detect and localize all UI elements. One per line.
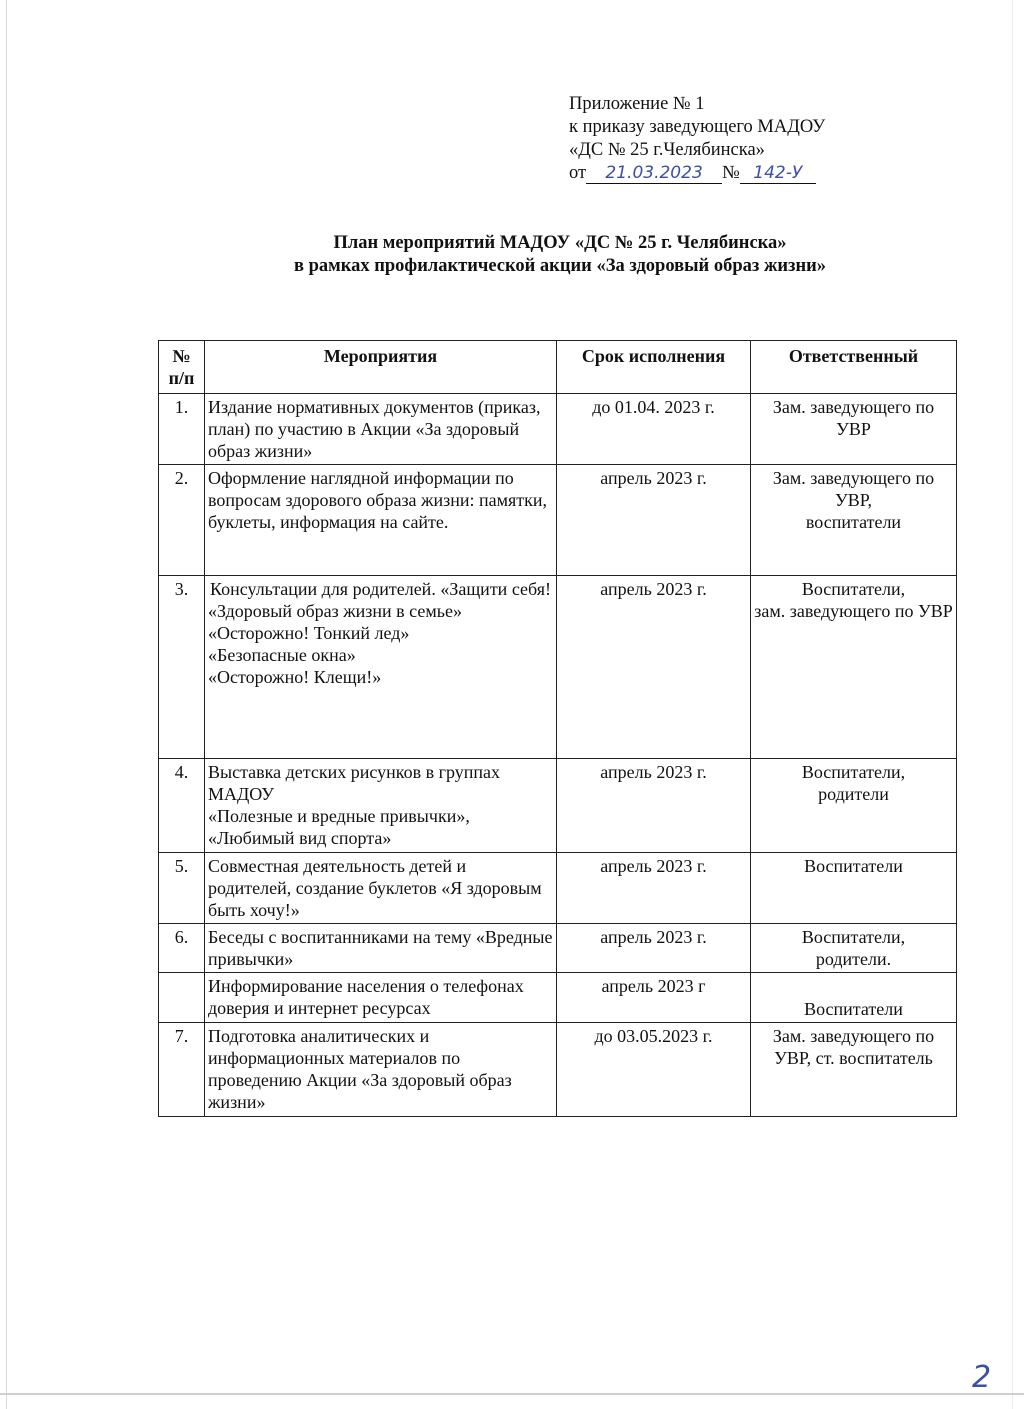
- row-term: до 01.04. 2023 г.: [557, 394, 751, 465]
- appendix-line-2: к приказу заведующего МАДОУ: [569, 117, 826, 137]
- row-responsible: Воспитатели, родители.: [751, 924, 957, 973]
- appendix-block: [569, 93, 825, 185]
- handwritten-number: 142-У: [753, 163, 803, 183]
- table-row: [159, 576, 957, 759]
- row-responsible: Воспитатели, зам. заведующего по УВР: [751, 576, 957, 759]
- row-term: до 03.05.2023 г.: [557, 1023, 751, 1117]
- number-label: №: [722, 163, 740, 183]
- scan-edge-right: [1012, 0, 1013, 1409]
- row-num: 1.: [159, 394, 205, 465]
- table-row: [159, 759, 957, 853]
- scan-edge-bottom: [0, 1393, 1024, 1395]
- appendix-line-1: Приложение № 1: [569, 94, 705, 114]
- row-responsible: Воспитатели: [751, 973, 957, 1023]
- row-responsible: Воспитатели, родители: [751, 759, 957, 853]
- row-event: Беседы с воспитанниками на тему «Вредные привычки»: [205, 924, 557, 973]
- events-table: [158, 340, 957, 1117]
- header-events: Мероприятия: [205, 341, 557, 394]
- title-line-2: в рамках профилактической акции «За здоровый образ жизни»: [293, 256, 827, 276]
- row-event: Информирование населения о телефонах доверия и интернет ресурсах: [205, 973, 557, 1023]
- row-event: Совместная деятельность детей и родителей, создание буклетов «Я здоровым быть хочу!»: [205, 853, 557, 924]
- document-title: [160, 232, 960, 278]
- from-label: от: [569, 163, 587, 183]
- row-num: [159, 973, 205, 1023]
- row-term: апрель 2023 г.: [557, 759, 751, 853]
- row-num: 6.: [159, 924, 205, 973]
- scan-edge-left: [6, 0, 7, 1409]
- row-event: Консультации для родителей. «Защити себя! «Здоровый образ жизни в семье» «Осторожно! Тонкий лед» «Безопасные окна» «Осторожно! Клещи!»: [205, 576, 557, 759]
- header-responsible: Ответственный: [751, 341, 957, 394]
- order-number-field: [740, 163, 816, 184]
- appendix-date-number-line: [569, 162, 825, 185]
- handwritten-page-number: 2: [972, 1360, 992, 1395]
- row-num: 7.: [159, 1023, 205, 1117]
- row-num: 2.: [159, 465, 205, 576]
- row-num: 5.: [159, 853, 205, 924]
- row-term: апрель 2023 г.: [557, 576, 751, 759]
- table-row: [159, 924, 957, 973]
- table-row: [159, 465, 957, 576]
- row-responsible: Зам. заведующего по УВР, воспитатели: [751, 465, 957, 576]
- row-term: апрель 2023 г.: [557, 853, 751, 924]
- row-event: Подготовка аналитических и информационных материалов по проведению Акции «За здоровый образ жизни»: [205, 1023, 557, 1117]
- table-row: [159, 1023, 957, 1117]
- appendix-line-3: «ДС № 25 г.Челябинска»: [569, 140, 765, 160]
- row-term: апрель 2023 г.: [557, 924, 751, 973]
- row-responsible: Зам. заведующего по УВР: [751, 394, 957, 465]
- handwritten-date: 21.03.2023: [605, 163, 703, 183]
- row-responsible: Зам. заведующего по УВР, ст. воспитатель: [751, 1023, 957, 1117]
- row-event: Оформление наглядной информации по вопросам здорового образа жизни: памятки, буклеты, информация на сайте.: [205, 465, 557, 576]
- row-num: 3.: [159, 576, 205, 759]
- row-num: 4.: [159, 759, 205, 853]
- table-row: [159, 853, 957, 924]
- table-header-row: [159, 341, 957, 394]
- table-row: [159, 973, 957, 1023]
- row-term: апрель 2023 г.: [557, 465, 751, 576]
- header-term: Срок исполнения: [557, 341, 751, 394]
- row-responsible: Воспитатели: [751, 853, 957, 924]
- row-term: апрель 2023 г: [557, 973, 751, 1023]
- row-event: Издание нормативных документов (приказ, план) по участию в Акции «За здоровый образ жизни»: [205, 394, 557, 465]
- row-event: Выставка детских рисунков в группах МАДОУ «Полезные и вредные привычки», «Любимый вид спорта»: [205, 759, 557, 853]
- order-date-field: [586, 163, 722, 184]
- title-line-1: План мероприятий МАДОУ «ДС № 25 г. Челябинска»: [333, 233, 787, 253]
- table-row: [159, 394, 957, 465]
- header-num: № п/п: [159, 341, 205, 394]
